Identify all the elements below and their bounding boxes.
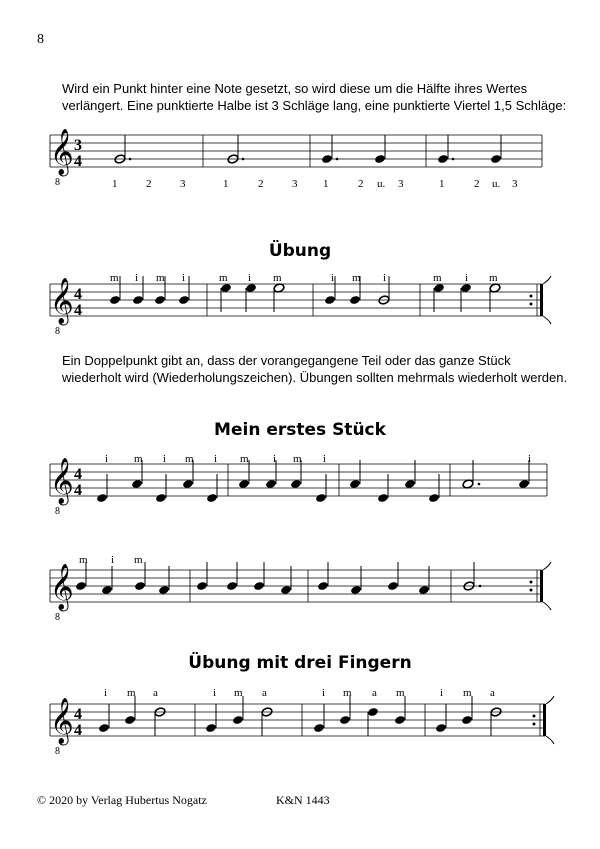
svg-text:m: m [185, 453, 194, 465]
svg-text:2: 2 [258, 178, 264, 190]
svg-text:i: i [111, 554, 115, 566]
svg-text:i: i [383, 272, 387, 284]
svg-text:4: 4 [74, 302, 82, 319]
svg-text:m: m [293, 453, 302, 465]
svg-text:1: 1 [223, 178, 229, 190]
svg-text:3: 3 [180, 178, 186, 190]
svg-text:i: i [213, 687, 217, 699]
svg-text:a: a [490, 687, 495, 699]
svg-text:1: 1 [112, 178, 118, 190]
svg-text:4: 4 [74, 286, 82, 303]
svg-text:m: m [433, 272, 442, 284]
three-finger-heading: Übung mit drei Fingern [188, 653, 412, 673]
svg-text:4: 4 [74, 706, 82, 723]
exercise-heading: Übung [268, 241, 332, 261]
svg-text:i: i [214, 453, 218, 465]
fingerings [79, 554, 143, 566]
svg-text:a: a [262, 687, 267, 699]
svg-text:i: i [135, 272, 139, 284]
svg-text:m: m [240, 453, 249, 465]
svg-text:i: i [273, 453, 277, 465]
svg-text:m: m [134, 554, 143, 566]
time-sig-top: 3 [74, 137, 82, 154]
svg-text:m: m [110, 272, 119, 284]
notes [114, 135, 502, 164]
svg-text:m: m [234, 687, 243, 699]
svg-text:m: m [156, 272, 165, 284]
notes [75, 562, 481, 595]
staff-three-finger [0, 682, 600, 762]
svg-text:4: 4 [74, 482, 82, 499]
svg-text:i: i [163, 453, 167, 465]
svg-text:i: i [322, 687, 326, 699]
fingerings [105, 453, 531, 465]
svg-text:4: 4 [74, 466, 82, 483]
svg-text:8: 8 [55, 506, 60, 517]
notes [109, 276, 501, 312]
svg-text:8: 8 [55, 746, 60, 757]
svg-text:m: m [463, 687, 472, 699]
svg-text:m: m [127, 687, 136, 699]
svg-text:m: m [79, 554, 88, 566]
svg-text:u.: u. [377, 178, 386, 190]
svg-text:i: i [104, 687, 108, 699]
svg-text:4: 4 [74, 722, 82, 739]
svg-text:i: i [528, 453, 532, 465]
footer-catalog: K&N 1443 [276, 793, 330, 807]
notes [98, 696, 502, 736]
svg-text:m: m [343, 687, 352, 699]
footer-copyright: © 2020 by Verlag Hubertus Nogatz [37, 793, 207, 807]
intro-paragraph: Wird ein Punkt hinter eine Note gesetzt, so wird diese um die Hälfte ihres Wertes verlängert. Eine punktierte Halbe ist 3 Schläge lang, eine punktierte Viertel 1,5 Schläge: [62, 81, 567, 113]
svg-text:m: m [352, 272, 361, 284]
beat-counts [112, 178, 518, 190]
svg-text:2: 2 [474, 178, 480, 190]
svg-text:i: i [323, 453, 327, 465]
staff-first-piece-1 [0, 450, 600, 525]
first-piece-heading: Mein erstes Stück [214, 420, 386, 440]
time-sig-bottom: 4 [74, 153, 82, 170]
svg-text:i: i [105, 453, 109, 465]
svg-text:i: i [331, 272, 335, 284]
svg-text:a: a [153, 687, 158, 699]
page-number: 8 [37, 32, 44, 47]
svg-text:𝄞: 𝄞 [50, 129, 74, 174]
svg-text:3: 3 [512, 178, 518, 190]
svg-text:m: m [489, 272, 498, 284]
fingerings [110, 272, 498, 284]
staff-first-piece-2 [0, 550, 600, 625]
svg-text:i: i [248, 272, 252, 284]
svg-text:1: 1 [323, 178, 329, 190]
treble-clef-icon: 𝄞 [50, 278, 74, 323]
svg-text:3: 3 [398, 178, 404, 190]
svg-text:u.: u. [492, 178, 501, 190]
fingerings [104, 687, 495, 699]
svg-text:1: 1 [439, 178, 445, 190]
treble-clef-icon: 𝄞 [50, 564, 74, 609]
staff-exercise [0, 268, 600, 343]
svg-text:2: 2 [146, 178, 152, 190]
svg-text:2: 2 [358, 178, 364, 190]
svg-text:m: m [134, 453, 143, 465]
svg-text:8: 8 [55, 326, 60, 337]
svg-text:a: a [372, 687, 377, 699]
svg-text:i: i [465, 272, 469, 284]
svg-text:3: 3 [292, 178, 298, 190]
treble-clef-icon [50, 129, 74, 177]
notes [96, 460, 530, 503]
treble-clef-icon: 𝄞 [50, 458, 74, 503]
staff-dotted-notes [0, 125, 600, 195]
svg-text:m: m [396, 687, 405, 699]
treble-clef-icon: 𝄞 [50, 698, 74, 743]
svg-text:i: i [182, 272, 186, 284]
svg-text:m: m [219, 272, 228, 284]
clef-octave-mark: 8 [55, 177, 60, 188]
svg-text:m: m [273, 272, 282, 284]
svg-text:i: i [440, 687, 444, 699]
repeat-paragraph: Ein Doppelpunkt gibt an, dass der vorangegangene Teil oder das ganze Stück wiederholt wird (Wiederholungszeichen). Übungen sollten mehrmals wiederholt werden. [62, 353, 568, 385]
svg-text:8: 8 [55, 612, 60, 623]
